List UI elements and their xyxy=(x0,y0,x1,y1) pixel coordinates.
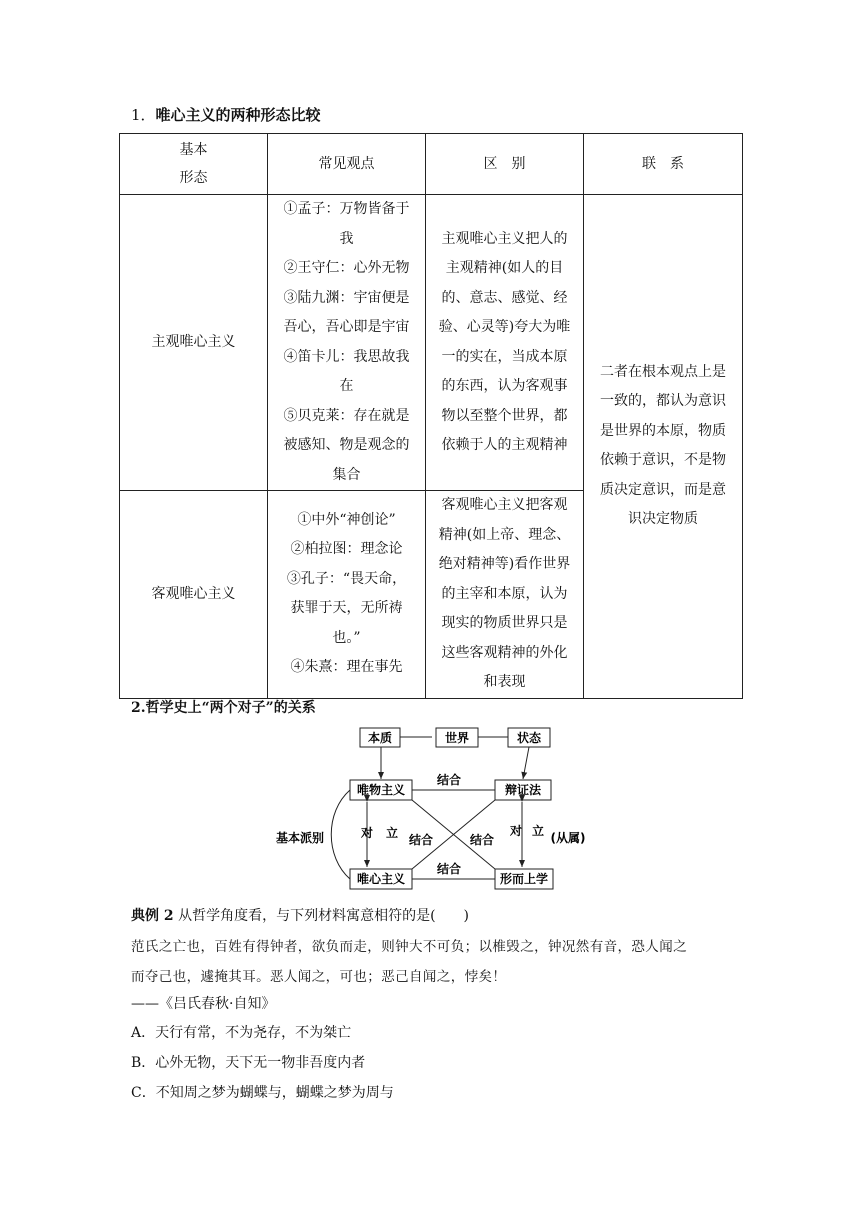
label-jiehe-right: 结合 xyxy=(469,833,495,847)
table-header-row xyxy=(120,134,743,195)
material-line: 范氏之亡也，百姓有得钟者，欲负而走，则钟大不可负；以椎毁之，钟况然有音，恐人闻之 xyxy=(131,939,687,955)
section-title: 唯心主义的两种形态比较 xyxy=(155,106,321,124)
relation-cell: 二者在根本观点上是 一致的，都认为意识 是世界的本原，物质 依赖于意识，不是物 质决定意识，而是意 识决定物质 xyxy=(584,195,743,699)
label-xingershang: 形而上学 xyxy=(499,872,549,886)
label-weixin: 唯心主义 xyxy=(356,872,406,886)
relation-diagram xyxy=(270,722,600,892)
label-congshu: (从属) xyxy=(550,831,586,845)
material-line: 而夺己也，遽掩其耳。恶人闻之，可也；恶己自闻之，悖矣！ xyxy=(131,969,507,985)
option-a: A．天行有常，不为尧存，不为桀亡 xyxy=(131,1025,352,1041)
views-cell: ①孟子：万物皆备于 我 ②王守仁：心外无物 ③陆九渊：宇宙便是 吾心，吾心即是宇宙 ④笛卡儿：我思故我 在 ⑤贝克莱：存在就是 被感知、物是观念的 集合 xyxy=(268,195,426,491)
label-zhuangtai: 状态 xyxy=(516,731,542,745)
label-dui-left: 对 xyxy=(360,826,374,840)
label-jiben-paibie: 基本派别 xyxy=(275,831,325,845)
section-number: 1． xyxy=(131,106,156,124)
label-shijie: 世界 xyxy=(444,731,470,745)
label-weiwu: 唯物主义 xyxy=(356,783,406,797)
comparison-table xyxy=(119,133,743,699)
label-jiehe-left: 结合 xyxy=(408,833,434,847)
label-dui-right: 对 xyxy=(509,824,523,838)
question-label: 典例 2 xyxy=(131,908,174,924)
table-row xyxy=(120,195,743,491)
label-bianzheng: 辩证法 xyxy=(504,783,542,797)
label-li-right: 立 xyxy=(531,824,545,838)
label-li-left: 立 xyxy=(385,826,399,840)
question-text: 从哲学角度看，与下列材料寓意相符的是( ) xyxy=(178,908,470,924)
views-cell: ①中外“神创论” ②柏拉图：理念论 ③孔子：“畏天命， 获罪于天，无所祷 也。” ④朱熹：理在事先 xyxy=(268,491,426,699)
form-subjective-idealism: 主观唯心主义 xyxy=(120,195,268,491)
header-relation: 联 系 xyxy=(584,134,743,195)
label-jiehe-top: 结合 xyxy=(436,773,462,787)
question-stem xyxy=(131,905,469,925)
option-c: C．不知周之梦为蝴蝶与，蝴蝶之梦为周与 xyxy=(131,1085,394,1101)
label-benzhi: 本质 xyxy=(367,731,393,745)
label-jiehe-bottom: 结合 xyxy=(436,862,462,876)
header-difference: 区 别 xyxy=(426,134,584,195)
option-b: B．心外无物，天下无一物非吾度内者 xyxy=(131,1055,366,1071)
header-views: 常见观点 xyxy=(268,134,426,195)
difference-cell: 客观唯心主义把客观 精神(如上帝、理念、 绝对精神等)看作世界 的主宰和本原，认为 现实的物质世界只是 这些客观精神的外化 和表现 xyxy=(426,491,584,699)
form-objective-idealism: 客观唯心主义 xyxy=(120,491,268,699)
header-basic-form: 基本 形态 xyxy=(120,134,268,195)
difference-cell: 主观唯心主义把人的 主观精神(如人的目 的、意志、感觉、经 验、心灵等)夸大为唯 一的实在，当成本原 的东西，认为客观事 物以至整个世界，都 依赖于人的主观精神 xyxy=(426,195,584,491)
section-2-heading: 2.哲学史上“两个对子”的关系 xyxy=(131,700,316,716)
section-1-heading xyxy=(131,104,321,125)
material-source: ——《吕氏春秋·自知》 xyxy=(131,996,276,1012)
